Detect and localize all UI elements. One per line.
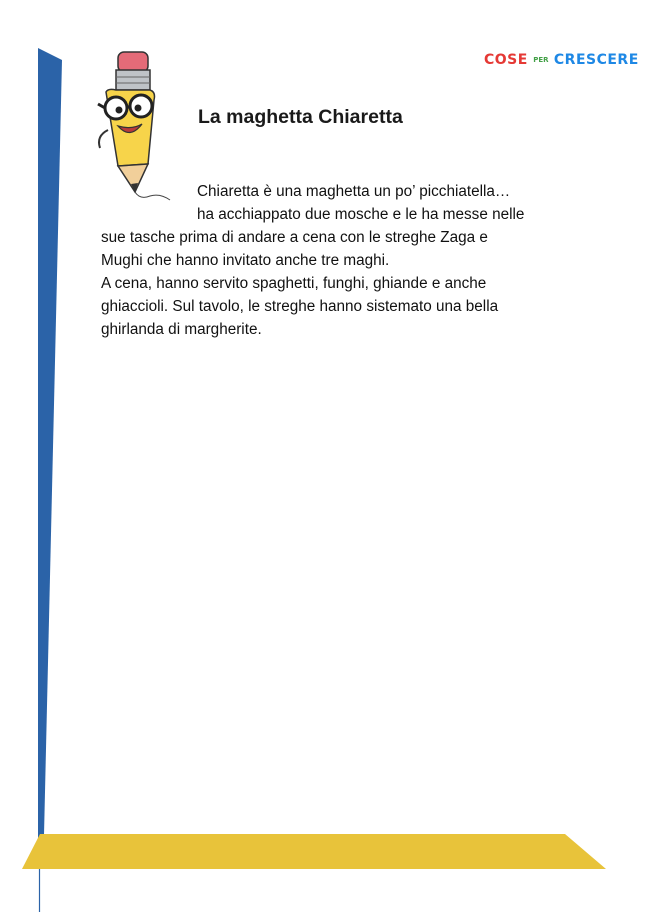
story-line: Chiaretta è una maghetta un po’ picchiatella… (197, 183, 511, 200)
logo-word-crescere: CRESCERE (553, 52, 639, 68)
story-line: Mughi che hanno invitato anche tre maghi. (101, 252, 390, 269)
logo-word-per: PER (533, 56, 549, 64)
story-line: ghiaccioli. Sul tavolo, le streghe hanno sistemato una bella (101, 298, 499, 315)
story-line: ghirlanda di margherite. (101, 321, 262, 338)
story-text (101, 180, 601, 341)
story-line: sue tasche prima di andare a cena con le streghe Zaga e (101, 229, 488, 246)
bottom-yellow-band (22, 834, 606, 869)
page-title: La maghetta Chiaretta (198, 106, 403, 128)
story-line: ha acchiappato due mosche e le ha messe nelle (197, 206, 525, 223)
story-line: A cena, hanno servito spaghetti, funghi, ghiande e anche (101, 275, 487, 292)
logo-word-cose: COSE (484, 52, 528, 68)
left-blue-band (38, 48, 62, 840)
cose-per-crescere-logo (484, 52, 639, 68)
